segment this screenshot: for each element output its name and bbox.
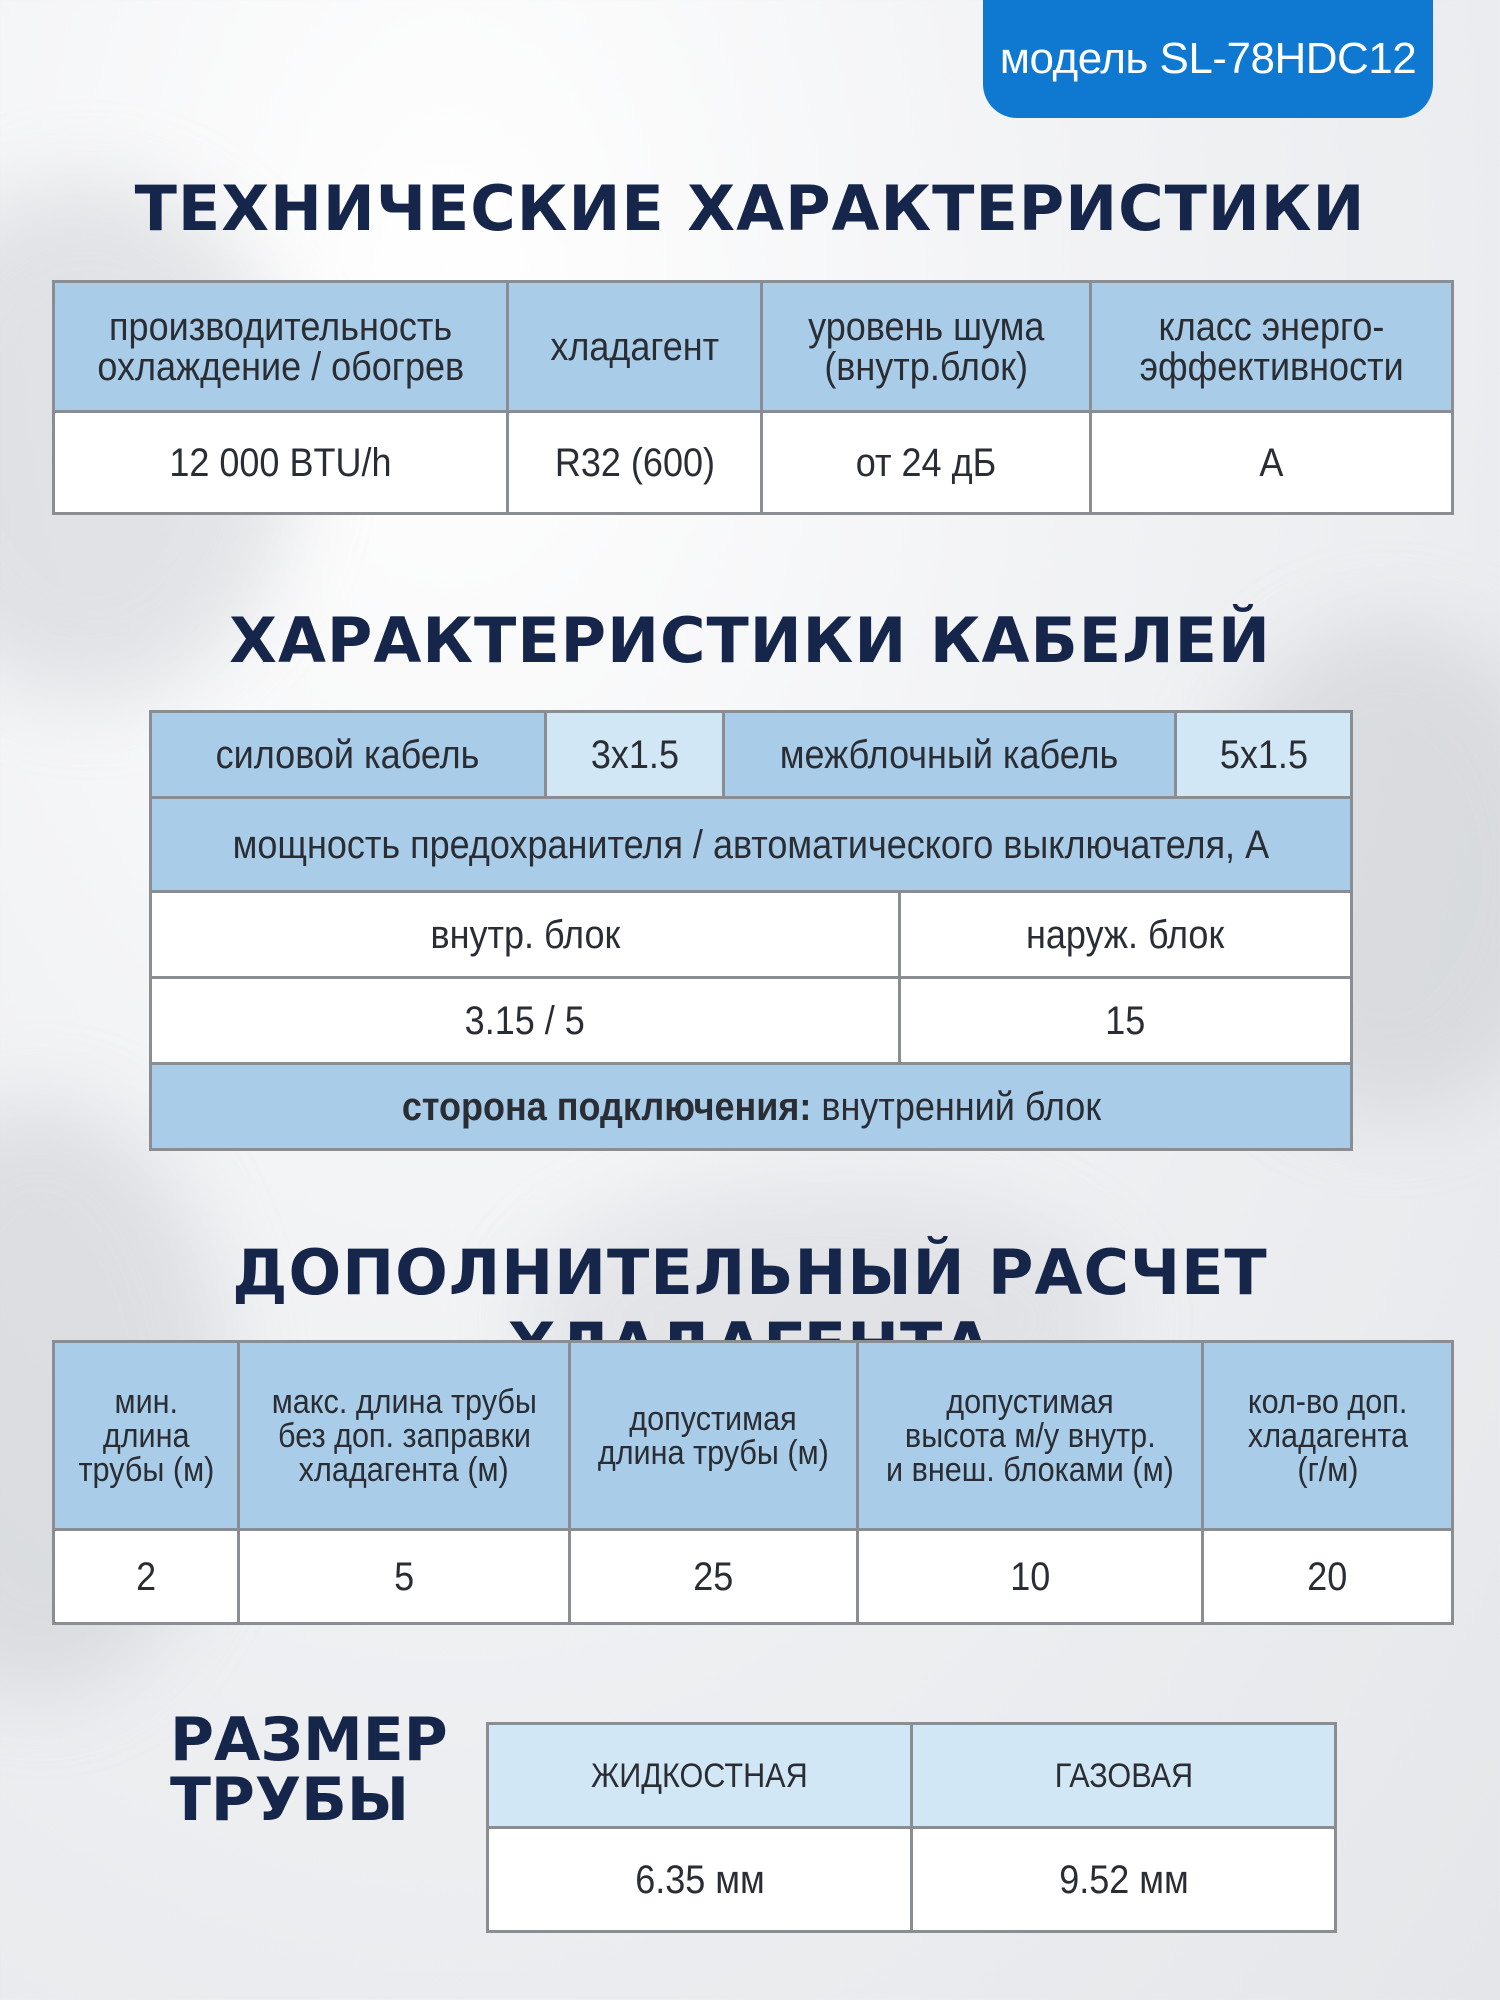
model-label: модель SL-78HDC12	[999, 34, 1417, 83]
refrigerant-table	[52, 1340, 1454, 1625]
pipe-value-row	[488, 1828, 1336, 1932]
cell-text: внутр. блок	[430, 912, 620, 957]
header-line: допустимая	[946, 1382, 1114, 1421]
cables-row-fuse	[151, 798, 1352, 892]
refrigerant-header-row	[54, 1342, 1453, 1530]
value-allowed-length	[570, 1530, 858, 1624]
header-line: длина	[102, 1416, 190, 1455]
header-line: (внутр.блок)	[824, 344, 1028, 389]
connection-side-value: внутренний блок	[810, 1084, 1101, 1129]
specs-value-noise	[762, 412, 1091, 514]
power-cable-value	[546, 712, 724, 798]
interblock-cable-label	[724, 712, 1176, 798]
cell-text: наруж. блок	[1026, 912, 1225, 957]
cell-text: ГАЗОВАЯ	[1054, 1756, 1193, 1795]
header-line: хладагента	[1247, 1416, 1408, 1455]
model-badge	[983, 0, 1433, 118]
power-cable-label	[151, 712, 546, 798]
specs-value-energy-class	[1091, 412, 1453, 514]
cell-text: 3x1.5	[590, 732, 679, 777]
header-allowed-height	[858, 1342, 1203, 1530]
specs-title: ТЕХНИЧЕСКИЕ ХАРАКТЕРИСТИКИ	[134, 172, 1366, 245]
header-line: трубы (м)	[78, 1450, 214, 1489]
header-allowed-length	[570, 1342, 858, 1530]
connection-side-text	[401, 1084, 1101, 1129]
cables-row-units	[151, 892, 1352, 978]
specs-header-row	[54, 282, 1453, 412]
refrigerant-title: ДОПОЛНИТЕЛЬНЫЙ РАСЧЕТ	[232, 1236, 1268, 1309]
cell-text: 10	[1009, 1554, 1051, 1599]
header-line: класс энерго-	[1158, 304, 1385, 349]
specs-header-capacity	[54, 282, 508, 412]
cables-row-values	[151, 978, 1352, 1064]
header-line: высота м/у внутр.	[904, 1416, 1156, 1455]
header-line: эффективности	[1139, 344, 1404, 389]
specs-header-energy-class	[1091, 282, 1453, 412]
header-line: уровень шума	[807, 304, 1045, 349]
indoor-unit-value	[151, 978, 900, 1064]
pipe-size-title	[170, 1705, 448, 1835]
specs-header-refrigerant	[508, 282, 762, 412]
specs-value-refrigerant	[508, 412, 762, 514]
cell-text: межблочный кабель	[780, 732, 1119, 777]
header-line: без доп. заправки	[277, 1416, 531, 1455]
cell-text: мощность предохранителя / автоматического выключателя, А	[232, 822, 1270, 867]
specs-table	[52, 280, 1454, 515]
pipe-liquid-value	[488, 1828, 912, 1932]
header-line: (г/м)	[1296, 1450, 1359, 1489]
value-min-length	[54, 1530, 239, 1624]
outdoor-unit-label	[900, 892, 1352, 978]
header-line: хладагент	[550, 324, 719, 369]
cell-text: 9.52 мм	[1058, 1857, 1189, 1902]
cell-text: 3.15 / 5	[464, 998, 586, 1043]
cell-text: R32 (600)	[554, 440, 715, 485]
cables-title: ХАРАКТЕРИСТИКИ КАБЕЛЕЙ	[229, 604, 1271, 677]
cables-row-side	[151, 1064, 1352, 1150]
header-line: допустимая	[629, 1399, 798, 1438]
fuse-label	[151, 798, 1352, 892]
cell-text: A	[1259, 440, 1284, 485]
cell-text: 5x1.5	[1219, 732, 1308, 777]
indoor-unit-label	[151, 892, 900, 978]
cell-text: 2	[135, 1554, 157, 1599]
pipe-gas-label	[912, 1724, 1336, 1828]
value-allowed-height	[858, 1530, 1203, 1624]
interblock-cable-value	[1176, 712, 1352, 798]
connection-side-label: сторона подключения:	[401, 1084, 811, 1129]
header-extra-refrigerant	[1203, 1342, 1453, 1530]
pipe-liquid-label	[488, 1724, 912, 1828]
value-extra-refrigerant	[1203, 1530, 1453, 1624]
pipe-gas-value	[912, 1828, 1336, 1932]
cell-text: силовой кабель	[216, 732, 480, 777]
refrigerant-value-row	[54, 1530, 1453, 1624]
pipe-title-line2: ТРУБЫ	[170, 1765, 410, 1835]
header-line: макс. длина трубы	[271, 1382, 537, 1421]
connection-side	[151, 1064, 1352, 1150]
specs-header-noise	[762, 282, 1091, 412]
cell-text: 20	[1307, 1554, 1348, 1599]
specs-value-capacity	[54, 412, 508, 514]
cell-text: 25	[693, 1554, 734, 1599]
cell-text: 6.35 мм	[634, 1857, 765, 1902]
cables-table	[149, 710, 1353, 1151]
cell-text: 15	[1105, 998, 1146, 1043]
header-line: длина трубы (м)	[597, 1433, 829, 1472]
pipe-size-table	[486, 1722, 1337, 1933]
pipe-title-line1: РАЗМЕР	[170, 1705, 448, 1775]
specs-value-row	[54, 412, 1453, 514]
header-line: кол-во доп.	[1247, 1382, 1408, 1421]
header-line: производительность	[108, 304, 453, 349]
cell-text: 12 000 BTU/h	[169, 440, 392, 485]
value-max-length-no-charge	[239, 1530, 570, 1624]
header-min-length	[54, 1342, 239, 1530]
outdoor-unit-value	[900, 978, 1352, 1064]
header-line: мин.	[114, 1382, 178, 1421]
cell-text: 5	[393, 1554, 415, 1599]
header-max-length-no-charge	[239, 1342, 570, 1530]
header-line: хладагента (м)	[298, 1450, 510, 1489]
header-line: охлаждение / обогрев	[97, 344, 464, 389]
cell-text: ЖИДКОСТНАЯ	[591, 1756, 808, 1795]
header-line: и внеш. блоками (м)	[886, 1450, 1174, 1489]
pipe-header-row	[488, 1724, 1336, 1828]
cables-row-types	[151, 712, 1352, 798]
cell-text: от 24 дБ	[855, 440, 997, 485]
